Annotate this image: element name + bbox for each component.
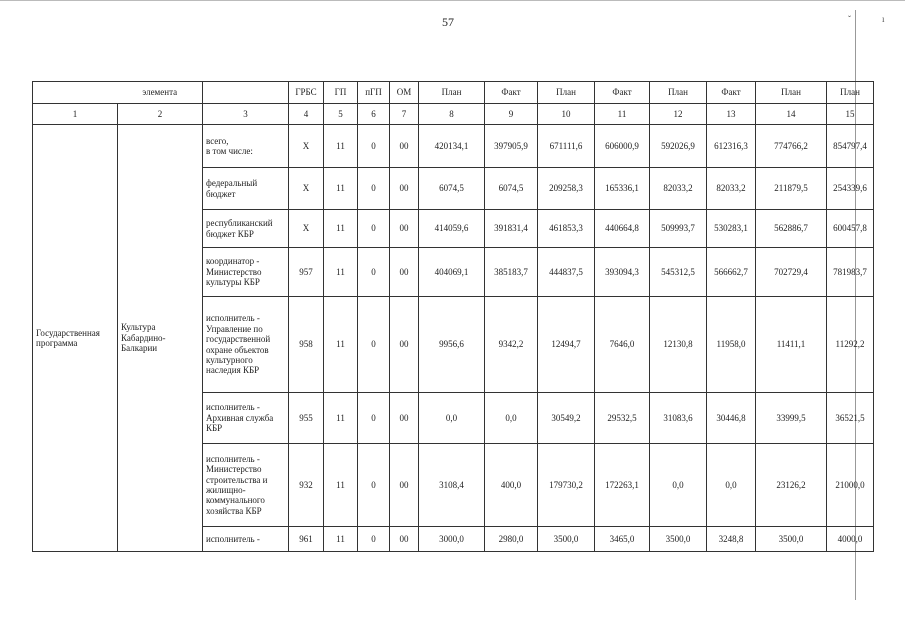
value-cell: 33999,5 xyxy=(756,393,827,444)
value-cell: 440664,8 xyxy=(595,210,650,248)
value-cell: 9956,6 xyxy=(419,297,485,393)
value-cell: 3000,0 xyxy=(419,527,485,552)
gp-cell: 11 xyxy=(324,444,358,527)
om-cell: 00 xyxy=(390,210,419,248)
scan-top-border xyxy=(0,0,905,1)
header-plan: План xyxy=(538,82,595,104)
value-cell: 774766,2 xyxy=(756,125,827,168)
gp-cell: 11 xyxy=(324,297,358,393)
value-cell: 3500,0 xyxy=(650,527,707,552)
header-plan: План xyxy=(756,82,827,104)
value-cell: 36521,5 xyxy=(827,393,874,444)
gp-cell: 11 xyxy=(324,210,358,248)
om-cell: 00 xyxy=(390,393,419,444)
value-cell: 209258,3 xyxy=(538,168,595,210)
value-cell: 12494,7 xyxy=(538,297,595,393)
value-cell: 0,0 xyxy=(707,444,756,527)
value-cell: 4000,0 xyxy=(827,527,874,552)
value-cell: 509993,7 xyxy=(650,210,707,248)
page-number: 57 xyxy=(442,15,454,29)
header-element: элемента xyxy=(118,82,203,104)
value-cell: 414059,6 xyxy=(419,210,485,248)
value-cell: 31083,6 xyxy=(650,393,707,444)
gp-cell: 11 xyxy=(324,393,358,444)
pgp-cell: 0 xyxy=(358,248,390,297)
value-cell: 23126,2 xyxy=(756,444,827,527)
pgp-cell: 0 xyxy=(358,393,390,444)
om-cell: 00 xyxy=(390,248,419,297)
pgp-cell: 0 xyxy=(358,168,390,210)
column-number: 6 xyxy=(358,104,390,125)
value-cell: 3108,4 xyxy=(419,444,485,527)
value-cell: 562886,7 xyxy=(756,210,827,248)
header-cell-empty xyxy=(33,82,118,104)
header-plan: План xyxy=(650,82,707,104)
row-label: исполнитель - Управление по государственной охране объектов культурного наследия КБР xyxy=(203,297,289,393)
column-number: 10 xyxy=(538,104,595,125)
value-cell: 702729,4 xyxy=(756,248,827,297)
om-cell: 00 xyxy=(390,297,419,393)
pgp-cell: 0 xyxy=(358,297,390,393)
grbs-cell: 958 xyxy=(289,297,324,393)
row-label: федеральный бюджет xyxy=(203,168,289,210)
value-cell: 530283,1 xyxy=(707,210,756,248)
value-cell: 3465,0 xyxy=(595,527,650,552)
header-om: ОМ xyxy=(390,82,419,104)
value-cell: 11411,1 xyxy=(756,297,827,393)
value-cell: 21000,0 xyxy=(827,444,874,527)
value-cell: 254339,6 xyxy=(827,168,874,210)
column-number: 13 xyxy=(707,104,756,125)
grbs-cell: Х xyxy=(289,168,324,210)
grbs-cell: 955 xyxy=(289,393,324,444)
row-label: республиканский бюджет КБР xyxy=(203,210,289,248)
header-row xyxy=(33,82,874,104)
header-fact: Факт xyxy=(595,82,650,104)
value-cell: 6074,5 xyxy=(419,168,485,210)
table-row xyxy=(33,125,874,168)
header-plan: План xyxy=(827,82,874,104)
column-number: 11 xyxy=(595,104,650,125)
program-name-cell: Культура Кабардино-Балкарии xyxy=(118,125,203,552)
value-cell: 600457,8 xyxy=(827,210,874,248)
value-cell: 393094,3 xyxy=(595,248,650,297)
value-cell: 420134,1 xyxy=(419,125,485,168)
value-cell: 606000,9 xyxy=(595,125,650,168)
value-cell: 179730,2 xyxy=(538,444,595,527)
row-label: всего, в том числе: xyxy=(203,125,289,168)
grbs-cell: 932 xyxy=(289,444,324,527)
gp-cell: 11 xyxy=(324,527,358,552)
column-number: 8 xyxy=(419,104,485,125)
value-cell: 385183,7 xyxy=(485,248,538,297)
value-cell: 397905,9 xyxy=(485,125,538,168)
grbs-cell: Х xyxy=(289,210,324,248)
value-cell: 11958,0 xyxy=(707,297,756,393)
budget-table xyxy=(32,81,874,552)
value-cell: 211879,5 xyxy=(756,168,827,210)
header-fact: Факт xyxy=(707,82,756,104)
value-cell: 0,0 xyxy=(419,393,485,444)
value-cell: 11292,2 xyxy=(827,297,874,393)
column-number: 7 xyxy=(390,104,419,125)
header-plan: План xyxy=(419,82,485,104)
row-label: исполнитель - Министерство строительства и жилищно-коммунального хозяйства КБР xyxy=(203,444,289,527)
value-cell: 3500,0 xyxy=(538,527,595,552)
value-cell: 30446,8 xyxy=(707,393,756,444)
value-cell: 671111,6 xyxy=(538,125,595,168)
grbs-cell: 957 xyxy=(289,248,324,297)
value-cell: 82033,2 xyxy=(707,168,756,210)
value-cell: 444837,5 xyxy=(538,248,595,297)
value-cell: 82033,2 xyxy=(650,168,707,210)
value-cell: 612316,3 xyxy=(707,125,756,168)
value-cell: 400,0 xyxy=(485,444,538,527)
value-cell: 2980,0 xyxy=(485,527,538,552)
row-label: исполнитель - xyxy=(203,527,289,552)
value-cell: 461853,3 xyxy=(538,210,595,248)
om-cell: 00 xyxy=(390,444,419,527)
pgp-cell: 0 xyxy=(358,527,390,552)
header-pgp: пГП xyxy=(358,82,390,104)
value-cell: 0,0 xyxy=(650,444,707,527)
value-cell: 30549,2 xyxy=(538,393,595,444)
gp-cell: 11 xyxy=(324,248,358,297)
value-cell: 6074,5 xyxy=(485,168,538,210)
value-cell: 165336,1 xyxy=(595,168,650,210)
value-cell: 391831,4 xyxy=(485,210,538,248)
gp-cell: 11 xyxy=(324,168,358,210)
gp-cell: 11 xyxy=(324,125,358,168)
program-type-cell: Государственная программа xyxy=(33,125,118,552)
value-cell: 7646,0 xyxy=(595,297,650,393)
value-cell: 0,0 xyxy=(485,393,538,444)
value-cell: 29532,5 xyxy=(595,393,650,444)
row-label: координатор - Министерство культуры КБР xyxy=(203,248,289,297)
header-grbs: ГРБС xyxy=(289,82,324,104)
om-cell: 00 xyxy=(390,527,419,552)
pgp-cell: 0 xyxy=(358,210,390,248)
value-cell: 545312,5 xyxy=(650,248,707,297)
column-number: 15 xyxy=(827,104,874,125)
column-number: 12 xyxy=(650,104,707,125)
value-cell: 854797,4 xyxy=(827,125,874,168)
pgp-cell: 0 xyxy=(358,125,390,168)
value-cell: 781983,7 xyxy=(827,248,874,297)
om-cell: 00 xyxy=(390,125,419,168)
value-cell: 566662,7 xyxy=(707,248,756,297)
value-cell: 12130,8 xyxy=(650,297,707,393)
grbs-cell: 961 xyxy=(289,527,324,552)
column-number: 5 xyxy=(324,104,358,125)
value-cell: 3500,0 xyxy=(756,527,827,552)
scan-mark: ˇ xyxy=(848,14,851,24)
column-number: 3 xyxy=(203,104,289,125)
value-cell: 3248,8 xyxy=(707,527,756,552)
column-number-row xyxy=(33,104,874,125)
column-number: 9 xyxy=(485,104,538,125)
value-cell: 9342,2 xyxy=(485,297,538,393)
header-gp: ГП xyxy=(324,82,358,104)
column-number: 14 xyxy=(756,104,827,125)
pgp-cell: 0 xyxy=(358,444,390,527)
value-cell: 404069,1 xyxy=(419,248,485,297)
column-number: 1 xyxy=(33,104,118,125)
header-fact: Факт xyxy=(485,82,538,104)
header-cell-empty xyxy=(203,82,289,104)
column-number: 4 xyxy=(289,104,324,125)
value-cell: 592026,9 xyxy=(650,125,707,168)
grbs-cell: Х xyxy=(289,125,324,168)
row-label: исполнитель - Архивная служба КБР xyxy=(203,393,289,444)
scan-mark: ı xyxy=(882,14,885,24)
om-cell: 00 xyxy=(390,168,419,210)
value-cell: 172263,1 xyxy=(595,444,650,527)
column-number: 2 xyxy=(118,104,203,125)
